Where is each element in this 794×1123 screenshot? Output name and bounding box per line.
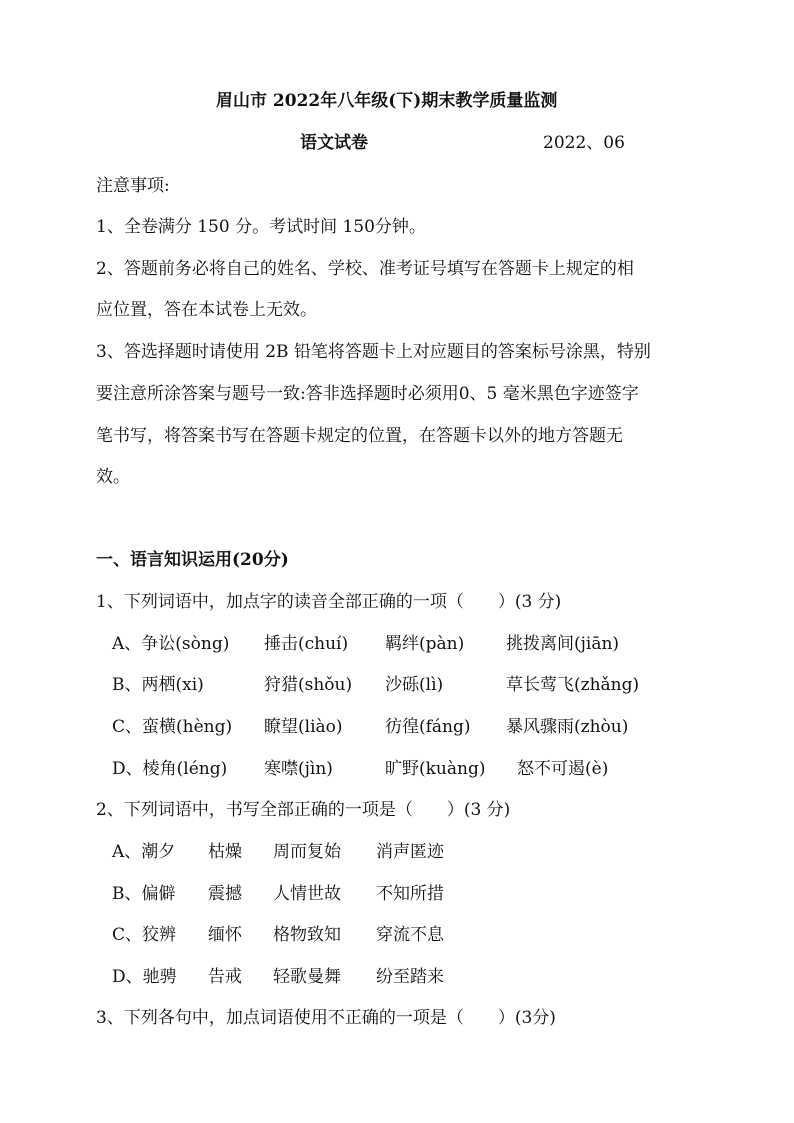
note-item-2-line-1: 2、答题前务必将自己的姓名、学校、准考证号填写在答题卡上规定的相 bbox=[96, 259, 634, 279]
q1-option-c-3: 彷徨(fáng) bbox=[385, 717, 471, 737]
q1-option-a-4: 挑拨离间(jiān) bbox=[506, 634, 620, 654]
exam-subject: 语文试卷 bbox=[300, 133, 368, 153]
q1-option-c-4: 暴风骤雨(zhòu) bbox=[506, 717, 629, 737]
q1-option-a-3: 羁绊(pàn) bbox=[385, 634, 465, 654]
q1-option-b-2: 狩猎(shǒu) bbox=[264, 675, 353, 695]
q1-option-a-1: A、争讼(sòng) bbox=[112, 634, 230, 654]
q2-option-c-2: 缅怀 bbox=[208, 925, 242, 945]
q2-option-b-4: 不知所措 bbox=[376, 884, 444, 904]
question-3-stem: 3、下列各句中，加点词语使用不正确的一项是（ ）(3分) bbox=[96, 1008, 556, 1028]
q2-option-b-2: 震撼 bbox=[208, 884, 242, 904]
note-item-3-line-3: 笔书写，将答案书写在答题卡规定的位置，在答题卡以外的地方答题无 bbox=[96, 426, 623, 446]
q1-option-a-2: 捶击(chuí) bbox=[264, 634, 349, 654]
section-1-heading: 一、语言知识运用(20分) bbox=[96, 550, 289, 570]
q2-option-c-4: 穿流不息 bbox=[376, 925, 444, 945]
note-item-1: 1、全卷满分 150 分。考试时间 150分钟。 bbox=[96, 217, 426, 237]
q2-option-d-3: 轻歌曼舞 bbox=[273, 967, 341, 987]
q1-option-d-3: 旷野(kuàng) bbox=[385, 759, 486, 779]
notes-heading: 注意事项: bbox=[96, 176, 170, 196]
note-item-3-line-2: 要注意所涂答案与题号一致:答非选择题时必须用0、5 毫米黑色字迹签字 bbox=[96, 384, 639, 404]
q2-option-b-1: B、偏僻 bbox=[112, 884, 176, 904]
q1-option-d-1: D、棱角(léng) bbox=[112, 759, 228, 779]
q2-option-a-1: A、潮夕 bbox=[112, 842, 176, 862]
question-2-stem: 2、下列词语中，书写全部正确的一项是（ ）(3 分) bbox=[96, 800, 511, 820]
q2-option-b-3: 人情世故 bbox=[273, 884, 341, 904]
q1-option-c-1: C、蛮横(hèng) bbox=[112, 717, 233, 737]
q2-option-c-3: 格物致知 bbox=[273, 925, 341, 945]
q1-option-d-4: 怒不可遏(è) bbox=[517, 759, 609, 779]
question-1-stem: 1、下列词语中，加点字的读音全部正确的一项（ ）(3 分) bbox=[96, 592, 562, 612]
note-item-3-line-4: 效。 bbox=[96, 467, 130, 487]
q1-option-b-1: B、两栖(xi) bbox=[112, 675, 204, 695]
exam-title: 眉山市 2022年八年级(下)期末教学质量监测 bbox=[216, 91, 558, 111]
q1-option-b-4: 草长莺飞(zhǎng) bbox=[506, 675, 640, 695]
q2-option-d-2: 告戒 bbox=[208, 967, 242, 987]
exam-date: 2022、06 bbox=[543, 133, 625, 153]
q1-option-d-2: 寒噤(jìn) bbox=[264, 759, 333, 779]
q2-option-a-2: 枯燥 bbox=[208, 842, 242, 862]
q2-option-c-1: C、狡辨 bbox=[112, 925, 177, 945]
q2-option-a-3: 周而复始 bbox=[273, 842, 341, 862]
q1-option-b-3: 沙砾(lì) bbox=[385, 675, 444, 695]
q2-option-d-1: D、驰骋 bbox=[112, 967, 177, 987]
note-item-2-line-2: 应位置，答在本试卷上无效。 bbox=[96, 300, 317, 320]
note-item-3-line-1: 3、答选择题时请使用 2B 铅笔将答题卡上对应题目的答案标号涂黑，特别 bbox=[96, 342, 651, 362]
q1-option-c-2: 瞭望(liào) bbox=[264, 717, 343, 737]
q2-option-d-4: 纷至踏来 bbox=[376, 967, 444, 987]
q2-option-a-4: 消声匿迹 bbox=[376, 842, 444, 862]
